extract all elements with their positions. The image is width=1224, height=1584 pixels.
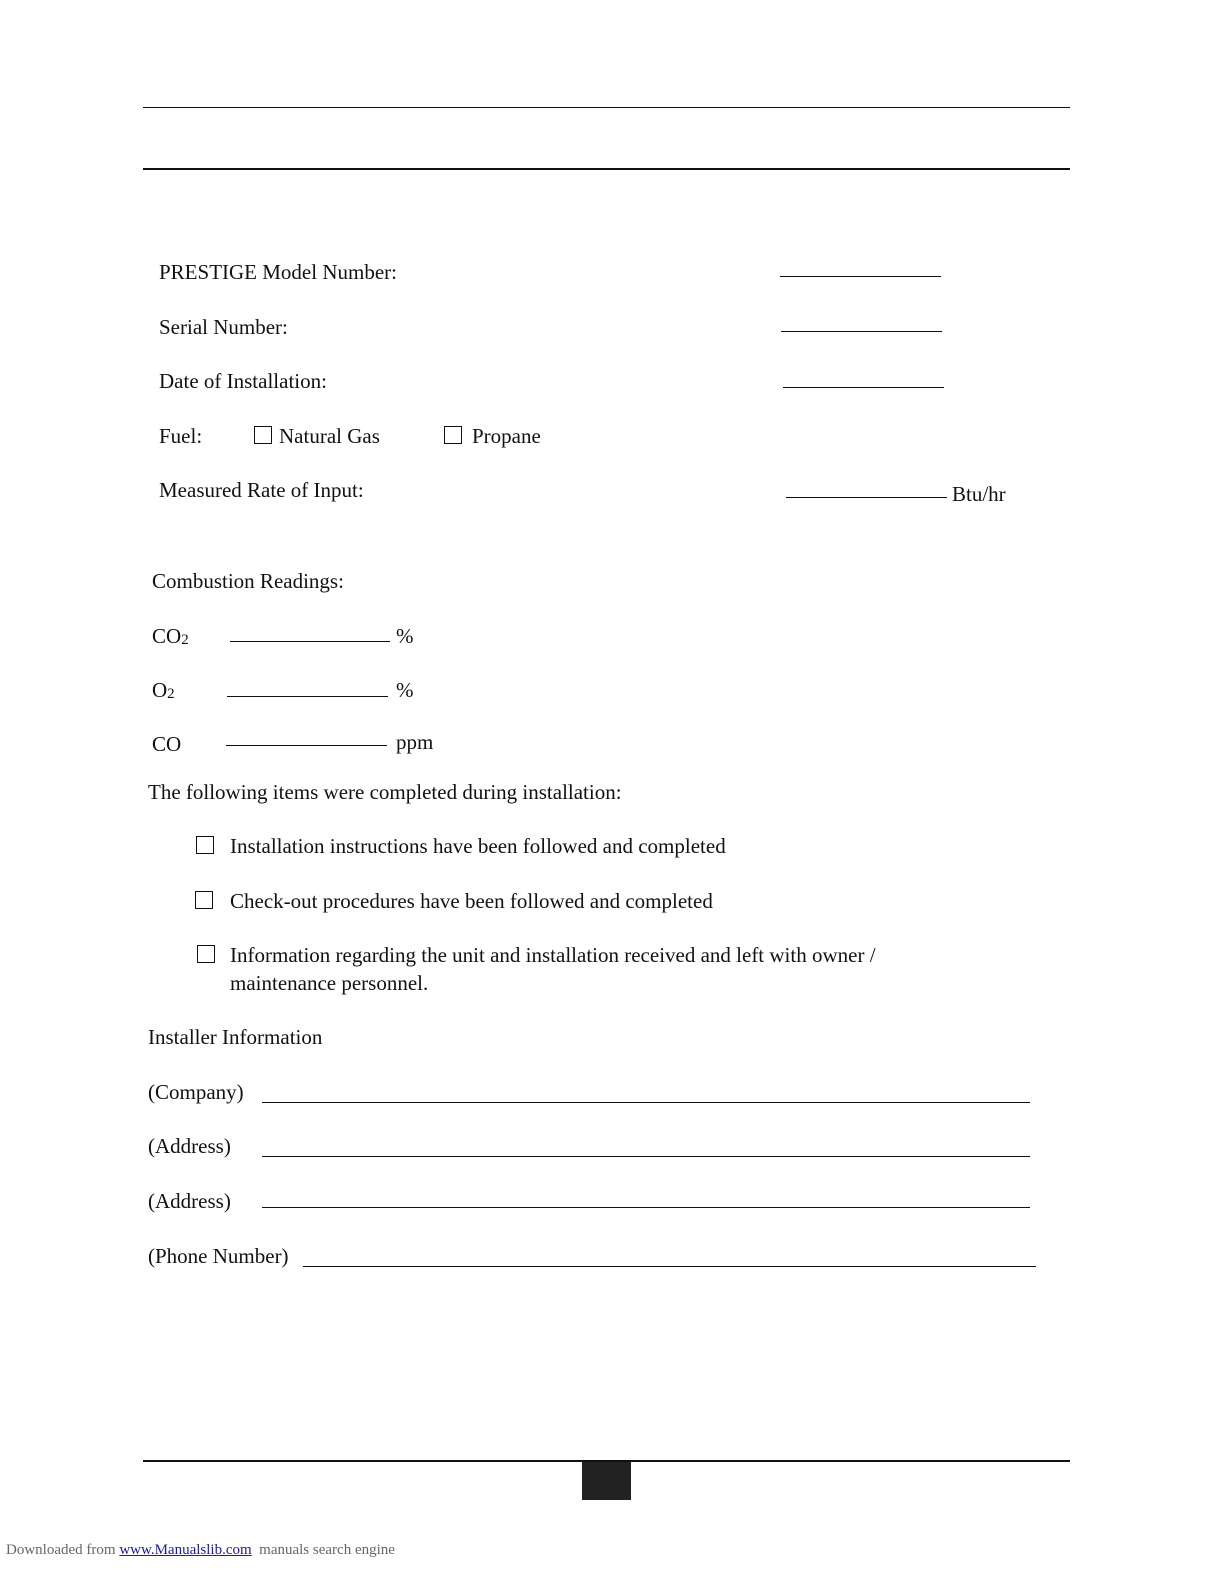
address-1-field[interactable]	[262, 1156, 1030, 1157]
address-1-label: (Address)	[148, 1134, 231, 1158]
co2-subscript: 2	[181, 632, 189, 648]
o2-unit: %	[396, 678, 414, 702]
input-rate-unit: Btu/hr	[952, 482, 1006, 506]
checklist-intro: The following items were completed during installation:	[148, 780, 622, 804]
installation-instructions-checkbox[interactable]	[196, 836, 214, 854]
address-2-label: (Address)	[148, 1189, 231, 1213]
installation-date-field[interactable]	[783, 387, 944, 388]
co-field[interactable]	[226, 745, 387, 746]
combustion-heading: Combustion Readings:	[152, 569, 344, 593]
propane-checkbox[interactable]	[444, 426, 462, 444]
model-number-field[interactable]	[780, 276, 941, 277]
o2-label	[152, 678, 175, 705]
phone-number-field[interactable]	[303, 1266, 1036, 1267]
checkout-procedures-checkbox[interactable]	[195, 891, 213, 909]
co2-label	[152, 624, 189, 651]
installation-instructions-label: Installation instructions have been followed and completed	[230, 834, 726, 858]
propane-label: Propane	[472, 424, 541, 448]
o2-subscript: 2	[167, 686, 175, 702]
model-number-label: PRESTIGE Model Number:	[159, 260, 397, 284]
co2-field[interactable]	[230, 641, 390, 642]
serial-number-label: Serial Number:	[159, 315, 288, 339]
natural-gas-checkbox[interactable]	[254, 426, 272, 444]
download-footer	[6, 1542, 395, 1559]
o2-label-text: O	[152, 678, 168, 702]
owner-information-label: Information regarding the unit and installation received and left with owner /	[230, 943, 876, 967]
checkout-procedures-label: Check-out procedures have been followed and completed	[230, 889, 713, 913]
input-rate-field[interactable]	[786, 497, 947, 498]
co2-label-text: CO	[152, 624, 182, 648]
input-rate-label: Measured Rate of Input:	[159, 478, 364, 502]
natural-gas-label: Natural Gas	[279, 424, 380, 448]
co-label: CO	[152, 732, 182, 756]
installation-date-label: Date of Installation:	[159, 369, 327, 393]
installer-heading: Installer Information	[148, 1025, 323, 1049]
co2-unit: %	[396, 624, 414, 648]
footer-prefix: Downloaded from	[6, 1542, 116, 1558]
footer-suffix: manuals search engine	[259, 1542, 395, 1558]
company-field[interactable]	[262, 1102, 1030, 1103]
serial-number-field[interactable]	[781, 331, 942, 332]
page-number-block	[582, 1462, 631, 1500]
address-2-field[interactable]	[262, 1207, 1030, 1208]
owner-information-checkbox[interactable]	[197, 945, 215, 963]
co-unit: ppm	[396, 730, 434, 754]
phone-number-label: (Phone Number)	[148, 1244, 289, 1268]
owner-information-label-continued: maintenance personnel.	[230, 971, 429, 995]
header-rule-top	[143, 107, 1070, 108]
fuel-label: Fuel:	[159, 424, 203, 448]
o2-field[interactable]	[227, 696, 388, 697]
header-rule-bottom	[143, 168, 1070, 170]
manualslib-link[interactable]: www.Manualslib.com	[119, 1542, 252, 1558]
company-label: (Company)	[148, 1080, 244, 1104]
